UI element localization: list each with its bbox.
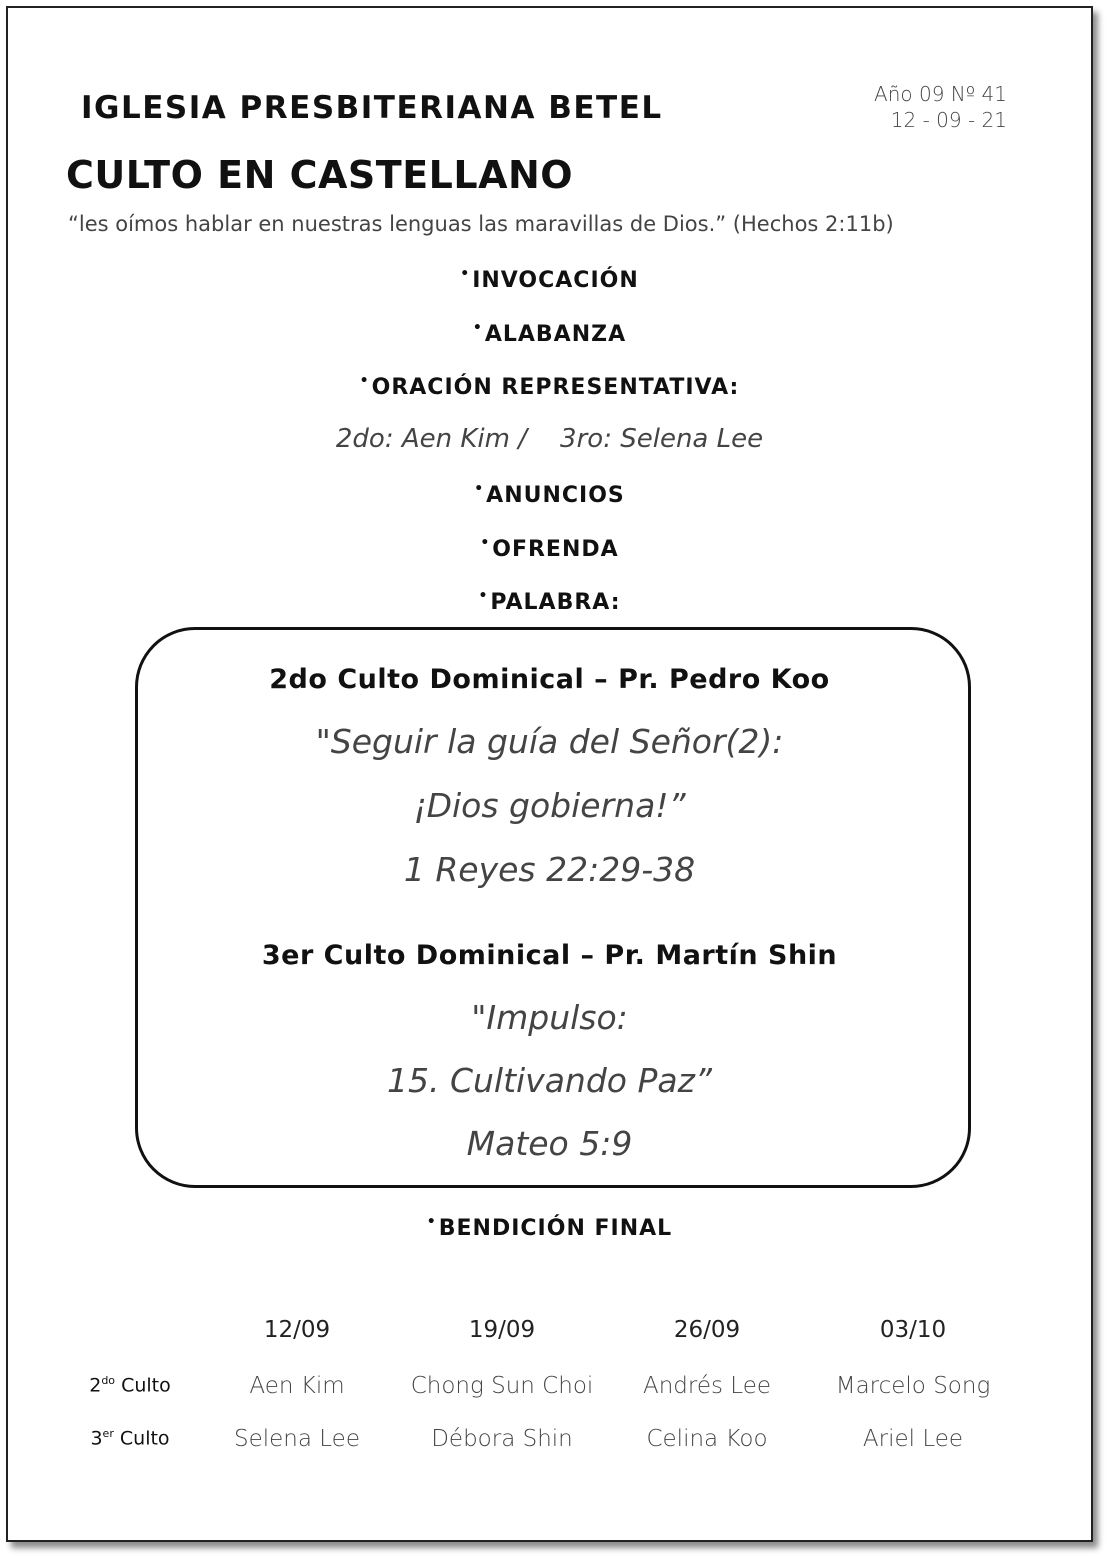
order-bendicion: •BENDICIÓN FINAL [426, 1214, 673, 1241]
order-palabra: •PALABRA: [478, 588, 621, 615]
bullet-dot: • [359, 373, 370, 389]
schedule-row-label: $2^{do}$ Culto [89, 1374, 171, 1397]
bullet-dot: • [426, 1214, 437, 1230]
bullet-dot: • [480, 535, 491, 551]
order-oracion: •ORACIÓN REPRESENTATIVA: [359, 373, 740, 400]
issue-number: Año 09 Nº 41 [874, 82, 1007, 106]
issue-info [874, 81, 1007, 133]
schedule-name: Aen Kim [249, 1373, 345, 1399]
church-name: IGLESIA PRESBITERIANA BETEL [81, 90, 663, 126]
sermon-title-3-line2: 15. Cultivando Paz” [386, 1061, 713, 1100]
bulletin-page [6, 6, 1093, 1542]
sermon-service-3: 3er Culto Dominical – Pr. Martín Shin [261, 940, 838, 971]
schedule-date: 12/09 [263, 1317, 331, 1343]
page-title: CULTO EN CASTELLANO [66, 153, 574, 197]
schedule-name: Chong Sun Choi [410, 1373, 594, 1399]
schedule-name: Débora Shin [431, 1426, 573, 1452]
schedule-date: 26/09 [673, 1317, 741, 1343]
sermon-title-2-line1: "Seguir la guía del Señor(2): [315, 722, 784, 761]
sermon-box [135, 627, 971, 1188]
bullet-dot: • [460, 266, 471, 282]
sermon-title-3-line1: "Impulso: [471, 998, 628, 1037]
scripture-verse: “les oímos hablar en nuestras lenguas las maravillas de Dios.” (Hechos 2:11b) [68, 212, 894, 236]
bullet-dot: • [474, 481, 485, 497]
order-ofrenda: •OFRENDA [480, 535, 619, 562]
schedule-name: Celina Koo [646, 1426, 768, 1452]
sermon-reference-3: Mateo 5:9 [466, 1124, 633, 1163]
schedule-name: Marcelo Song [835, 1373, 991, 1399]
schedule-name: Selena Lee [234, 1426, 360, 1452]
sermon-service-2: 2do Culto Dominical – Pr. Pedro Koo [269, 664, 830, 695]
sermon-title-2-line2: ¡Dios gobierna!” [413, 786, 686, 825]
schedule-name: Ariel Lee [862, 1426, 964, 1452]
bullet-dot: • [478, 588, 489, 604]
order-anuncios: •ANUNCIOS [474, 481, 625, 508]
order-alabanza: •ALABANZA [472, 320, 627, 347]
sermon-reference-2: 1 Reyes 22:29-38 [403, 850, 696, 889]
order-invocacion: •INVOCACIÓN [460, 266, 639, 293]
bullet-dot: • [472, 320, 483, 336]
schedule-row-label: 3er Culto [90, 1427, 170, 1450]
schedule-name: Andrés Lee [642, 1373, 772, 1399]
issue-date: 12 - 09 - 21 [890, 108, 1007, 132]
schedule-date: 19/09 [468, 1317, 536, 1343]
prayer-people: 2do: Aen Kim / 3ro: Selena Lee [335, 424, 764, 454]
schedule-date: 03/10 [879, 1317, 947, 1343]
